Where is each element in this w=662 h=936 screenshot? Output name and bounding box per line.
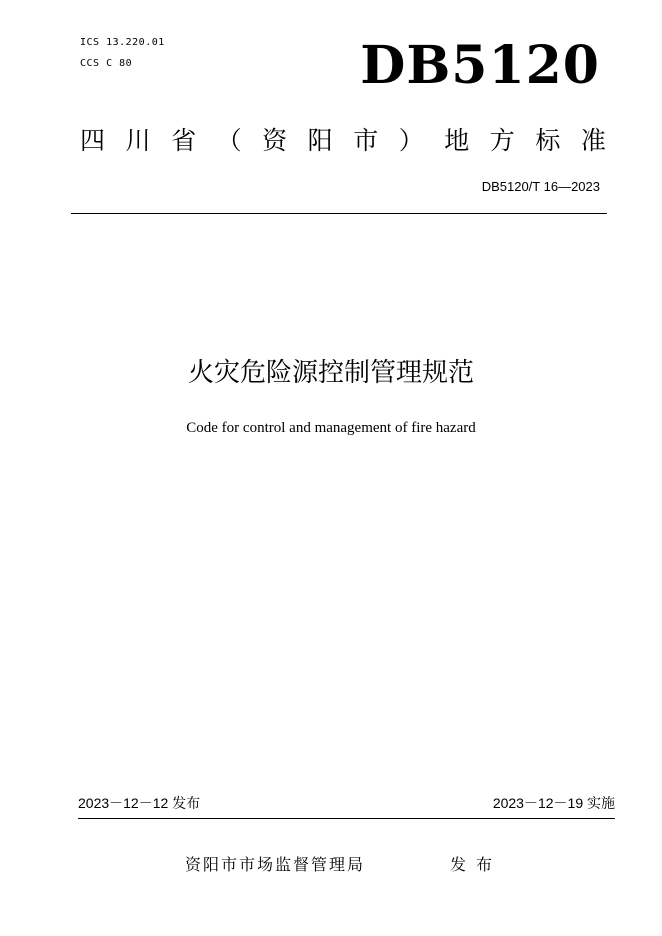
issue-label: 发布 xyxy=(450,855,503,874)
local-standard-heading xyxy=(80,128,606,153)
heading-char: （ xyxy=(216,126,242,155)
heading-char: 地 xyxy=(444,126,470,155)
heading-char: ） xyxy=(398,126,424,155)
heading-char: 阳 xyxy=(307,126,333,155)
heading-char: 准 xyxy=(580,126,606,155)
implementation-date: 2023－12－19 实施 xyxy=(492,795,615,811)
issue-date: 2023－12－12 发布 xyxy=(78,795,201,811)
heading-char: 川 xyxy=(125,126,151,155)
heading-char: 市 xyxy=(353,126,379,155)
header-divider xyxy=(71,213,607,214)
footer-divider xyxy=(78,818,615,819)
ics-code: ICS 13.220.01 xyxy=(80,37,165,48)
issuing-authority: 资阳市市场监督管理局 xyxy=(185,855,366,874)
standard-code-logo: DB5120 xyxy=(360,35,600,96)
document-title-cn: 火灾危险源控制管理规范 xyxy=(187,358,474,388)
document-title-en: Code for control and management of fire hazard xyxy=(186,420,476,436)
heading-char: 资 xyxy=(262,126,288,155)
heading-char: 标 xyxy=(535,126,561,155)
heading-char: 四 xyxy=(80,126,106,155)
standard-number: DB5120/T 16—2023 xyxy=(481,179,600,194)
heading-char: 方 xyxy=(489,126,515,155)
heading-char: 省 xyxy=(171,126,197,155)
ccs-code: CCS C 80 xyxy=(80,58,133,69)
